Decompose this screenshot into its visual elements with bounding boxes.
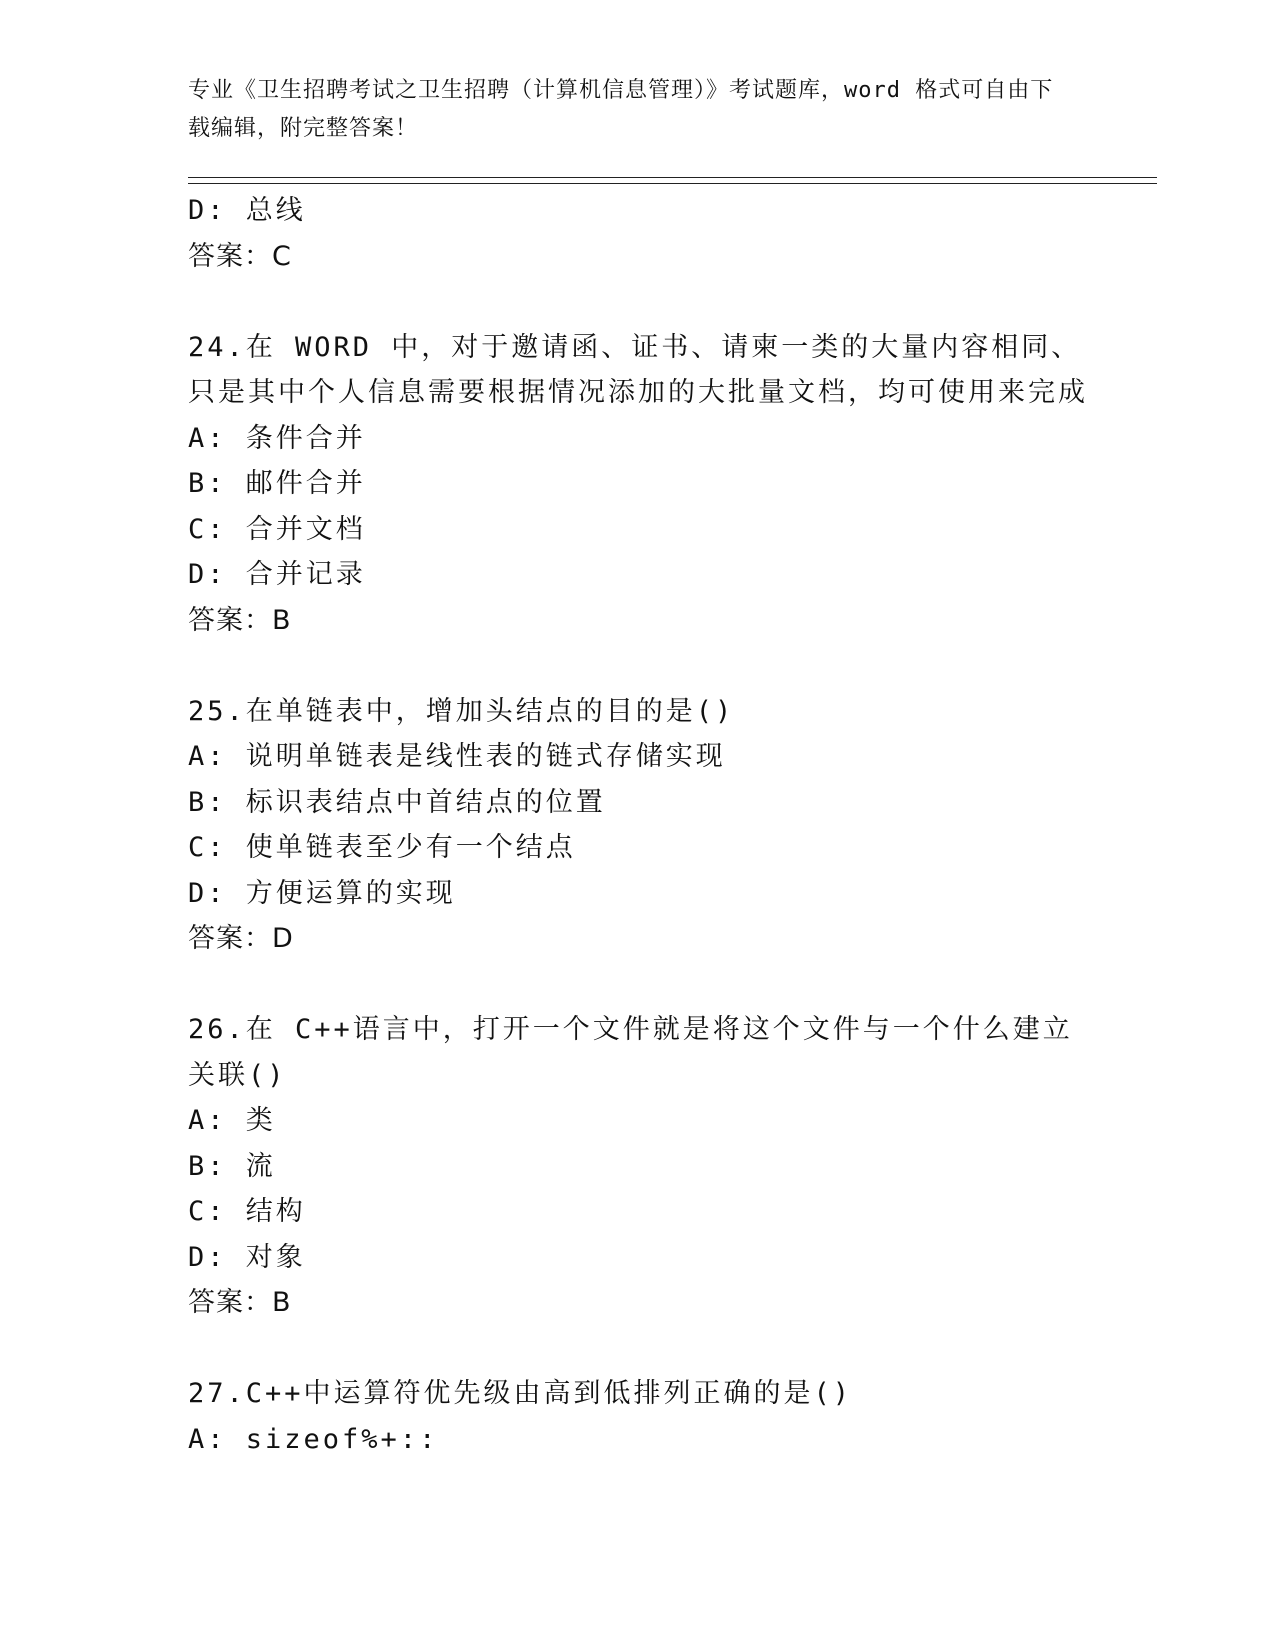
option-b: B: 流 [188, 1150, 276, 1182]
option-c: C: 合并文档 [188, 513, 366, 545]
question-block [188, 188, 1088, 279]
document-header [188, 72, 1068, 148]
answer-text: 答案：B [188, 1287, 292, 1318]
option-b: B: 标识表结点中首结点的位置 [188, 786, 606, 818]
option-b: B: 邮件合并 [188, 468, 366, 499]
answer-text: 答案：C [188, 240, 292, 272]
option-d: D: 方便运算的实现 [188, 877, 456, 909]
option-c: C: 使单链表至少有一个结点 [188, 832, 576, 863]
header-intro-text: 专业《卫生招聘考试之卫生招聘（计算机信息管理）》考试题库，word 格式可自由下载编辑，附完整答案！ [188, 78, 1054, 141]
question-text: 26.在 C++语言中，打开一个文件就是将这个文件与一个什么建立关联() [188, 1014, 1073, 1091]
question-text: 24.在 WORD 中，对于邀请函、证书、请柬一类的大量内容相同、只是其中个人信息需要根据情况添加的大批量文档，均可使用来完成 [188, 331, 1088, 408]
option-d: D: 对象 [188, 1241, 306, 1273]
question-text: 27.C++中运算符优先级由高到低排列正确的是() [188, 1378, 853, 1409]
question-block [188, 1371, 1088, 1462]
question-list [188, 188, 1088, 1462]
question-block [188, 689, 1088, 962]
question-block [188, 1007, 1088, 1326]
question-text: 25.在单链表中，增加头结点的目的是() [188, 695, 735, 727]
option-a: A: sizeof%+:: [188, 1423, 439, 1455]
header-divider-bottom [188, 183, 1157, 184]
answer-text: 答案：D [188, 923, 294, 954]
header-divider-top [188, 177, 1157, 178]
question-block [188, 325, 1088, 644]
option-a: A: 条件合并 [188, 422, 366, 454]
answer-text: 答案：B [188, 604, 292, 636]
option-a: A: 说明单链表是线性表的链式存储实现 [188, 741, 726, 772]
option-d: D: 总线 [188, 195, 306, 226]
option-c: C: 结构 [188, 1196, 306, 1227]
option-a: A: 类 [188, 1105, 276, 1136]
option-d: D: 合并记录 [188, 559, 366, 590]
